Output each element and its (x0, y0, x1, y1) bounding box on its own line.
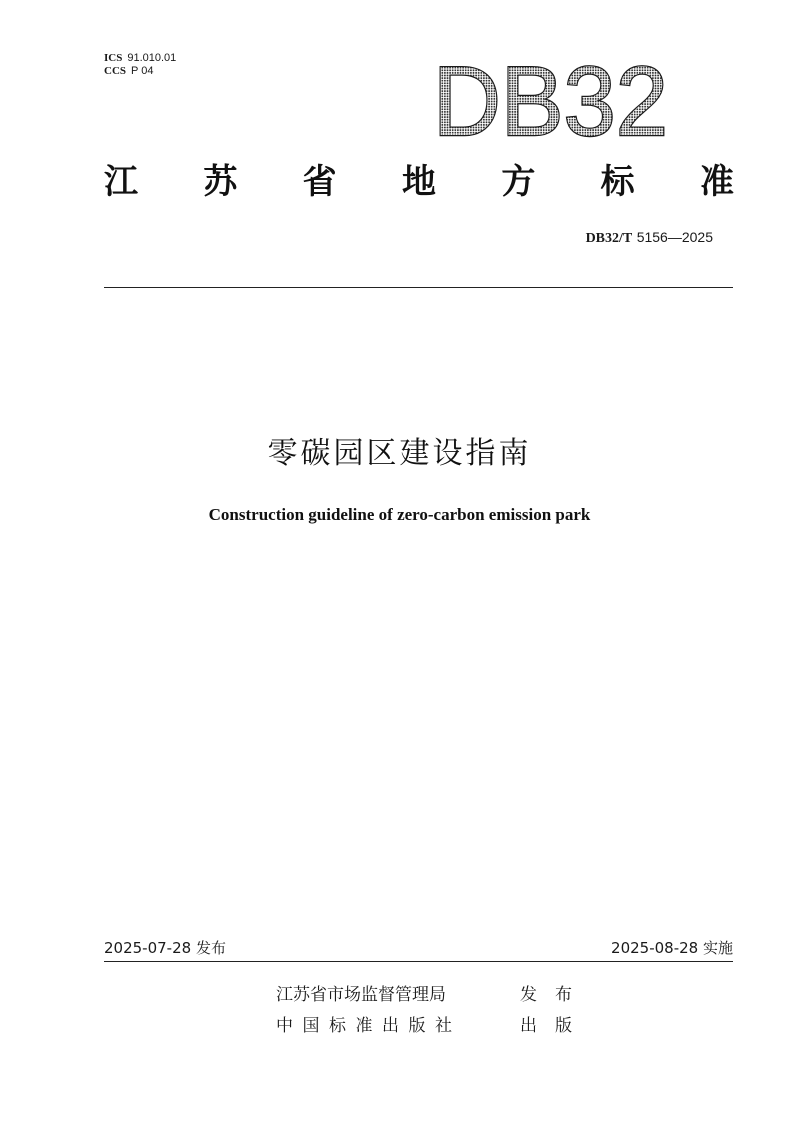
publisher-row (276, 1015, 590, 1037)
standard-type-char: 省 (302, 162, 337, 202)
ics-value: 91.010.01 (127, 52, 177, 64)
publisher-role: 出版 (520, 1016, 590, 1036)
ics-line (104, 51, 176, 65)
standard-type-char: 地 (401, 162, 436, 202)
standard-type-char: 方 (501, 162, 536, 202)
ics-label: ICS (104, 52, 123, 64)
document-title-english: Construction guideline of zero-carbon emission park (208, 505, 591, 524)
issuer-row (276, 984, 590, 1006)
issuer-name: 江苏省市场监督管理局 (276, 985, 446, 1005)
db32-logo (428, 56, 673, 140)
ccs-label: CCS (104, 65, 127, 77)
bottom-divider (104, 961, 733, 962)
standard-number (586, 228, 713, 248)
standard-type-heading (104, 158, 734, 206)
standard-number-suffix: 5156—2025 (636, 229, 713, 245)
ccs-line (104, 64, 153, 78)
standard-type-char: 江 (104, 162, 138, 202)
ccs-value: P 04 (131, 65, 154, 77)
top-divider (104, 287, 733, 288)
standard-type-char: 苏 (203, 162, 238, 202)
logo-text: DB32 (433, 56, 668, 140)
standard-type-char: 准 (699, 162, 734, 202)
document-title-chinese: 零碳园区建设指南 (267, 436, 532, 471)
publisher-name: 中国标准出版社 (276, 1016, 462, 1036)
standard-type-char: 标 (600, 162, 635, 202)
issuer-role: 发布 (520, 985, 590, 1005)
implementation-date: 2025-08-28 实施 (611, 939, 733, 957)
issue-date: 2025-07-28 发布 (104, 939, 226, 957)
standard-number-prefix: DB32/T (585, 231, 633, 246)
